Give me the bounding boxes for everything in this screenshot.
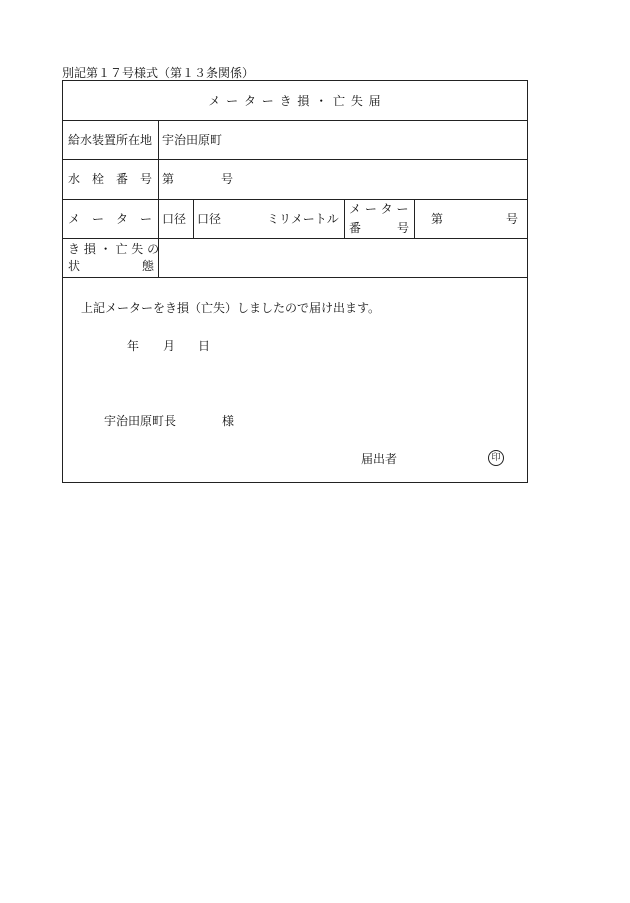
meter-number-go: 号 xyxy=(506,212,519,226)
row-divider xyxy=(63,238,527,239)
caliber-value-divider xyxy=(344,199,345,238)
applicant-label: 届出者 xyxy=(361,452,398,466)
hydrant-number-label: 水 栓 番 号 xyxy=(68,172,153,186)
form-title: メ ー タ ー き 損 ・ 亡 失 届 xyxy=(208,94,382,108)
meter-number-label-top: メ ー タ ー xyxy=(349,202,409,216)
hydrant-number-go: 号 xyxy=(221,172,234,186)
addressee: 宇治田原町長 xyxy=(104,414,177,428)
meter-number-dai: 第 xyxy=(431,212,444,226)
form-frame xyxy=(62,80,528,483)
row-divider xyxy=(63,120,527,121)
meter-number-label-ban: 番 xyxy=(349,221,362,235)
seal-mark: 印 xyxy=(488,450,504,466)
condition-label-jo: 状 xyxy=(68,259,81,273)
caliber-value-prefix: 口径 xyxy=(197,212,222,226)
date-day: 日 xyxy=(198,339,211,353)
meter-number-divider xyxy=(414,199,415,238)
caliber-divider xyxy=(193,199,194,238)
condition-label-line1: き 損 ・ 亡 失 の xyxy=(68,242,160,256)
meter-label: メ ー タ ー xyxy=(68,212,153,226)
location-label: 給水装置所在地 xyxy=(68,133,153,147)
meter-number-label-go: 号 xyxy=(397,221,410,235)
hydrant-number-dai: 第 xyxy=(162,172,175,186)
form-reference: 別記第１７号様式（第１３条関係） xyxy=(62,66,255,80)
date-month: 月 xyxy=(163,339,176,353)
location-value: 宇治田原町 xyxy=(162,133,223,147)
statement-text: 上記メーターをき損（亡失）しましたので届け出ます。 xyxy=(81,301,381,315)
caliber-unit: ミリメートル xyxy=(267,212,339,226)
row-divider xyxy=(63,159,527,160)
honorific: 様 xyxy=(222,414,235,428)
date-year: 年 xyxy=(127,339,140,353)
caliber-label: 口径 xyxy=(162,212,187,226)
condition-label-tai: 態 xyxy=(142,259,155,273)
row-divider xyxy=(63,277,527,278)
row-divider xyxy=(63,199,527,200)
